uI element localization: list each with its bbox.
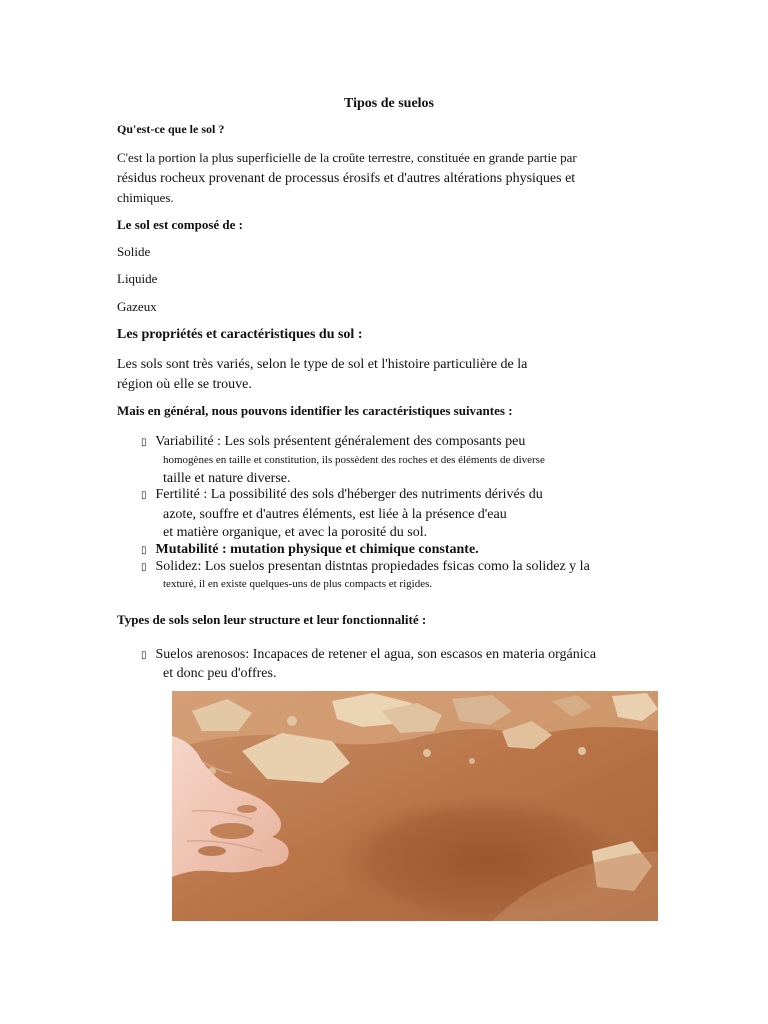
list-item-text: Solidez: Los suelos presentan distntas propiedades fsicas como la solidez y la xyxy=(155,559,590,574)
state-gas: Gazeux xyxy=(117,299,157,314)
list-item-continuation: texturé, il en existe quelques-uns de plus compacts et rigides. xyxy=(163,578,433,590)
types-heading: Types de sols selon leur structure et leur fonctionnalité : xyxy=(117,612,427,627)
general-heading: Mais en général, nous pouvons identifier les caractéristiques suivantes : xyxy=(117,403,513,418)
list-item-continuation: taille et nature diverse. xyxy=(163,471,291,486)
list-item xyxy=(141,559,590,575)
bullet-icon: ▯ xyxy=(141,545,147,556)
bullet-icon: ▯ xyxy=(141,490,147,501)
list-item-continuation: et matière organique, et avec la porosité du sol. xyxy=(163,525,428,540)
list-item-continuation: azote, souffre et d'autres éléments, est liée à la présence d'eau xyxy=(163,507,507,522)
sandy-soil-photo xyxy=(172,691,658,921)
list-item xyxy=(141,647,596,663)
list-item-text: Variabilité : Les sols présentent généralement des composants peu xyxy=(155,434,526,449)
bullet-icon: ▯ xyxy=(141,437,147,448)
properties-heading: Les propriétés et caractéristiques du sol : xyxy=(117,327,363,342)
properties-text-line-2: région où elle se trouve. xyxy=(117,377,252,392)
bullet-icon: ▯ xyxy=(141,650,147,661)
list-item-text: Suelos arenosos: Incapaces de retener el agua, son escasos en materia orgánica xyxy=(155,647,597,662)
list-item-continuation: homogènes en taille et constitution, ils possèdent des roches et des éléments de diverse xyxy=(163,454,545,466)
bullet-icon: ▯ xyxy=(141,562,147,573)
list-item xyxy=(141,487,543,503)
list-item-text: Mutabilité : mutation physique et chimique constante. xyxy=(155,542,479,557)
definition-line-1: C'est la portion la plus superficielle de la croûte terrestre, constituée en grande partie par xyxy=(117,150,577,165)
composition-heading: Le sol est composé de : xyxy=(117,217,244,232)
list-item xyxy=(141,542,479,558)
state-solid: Solide xyxy=(117,244,151,259)
list-item-text: Fertilité : La possibilité des sols d'héberger des nutriments dérivés du xyxy=(155,487,543,502)
list-item-continuation: et donc peu d'offres. xyxy=(163,666,277,681)
definition-line-3: chimiques. xyxy=(117,190,174,205)
definition-line-2: résidus rocheux provenant de processus érosifs et d'autres altérations physiques et xyxy=(117,171,576,186)
question-heading: Qu'est-ce que le sol ? xyxy=(117,122,225,136)
properties-text-line-1: Les sols sont très variés, selon le type de sol et l'histoire particulière de la xyxy=(117,357,528,372)
state-liquid: Liquide xyxy=(117,271,158,286)
document-title: Tipos de suelos xyxy=(344,96,434,111)
list-item xyxy=(141,434,525,450)
